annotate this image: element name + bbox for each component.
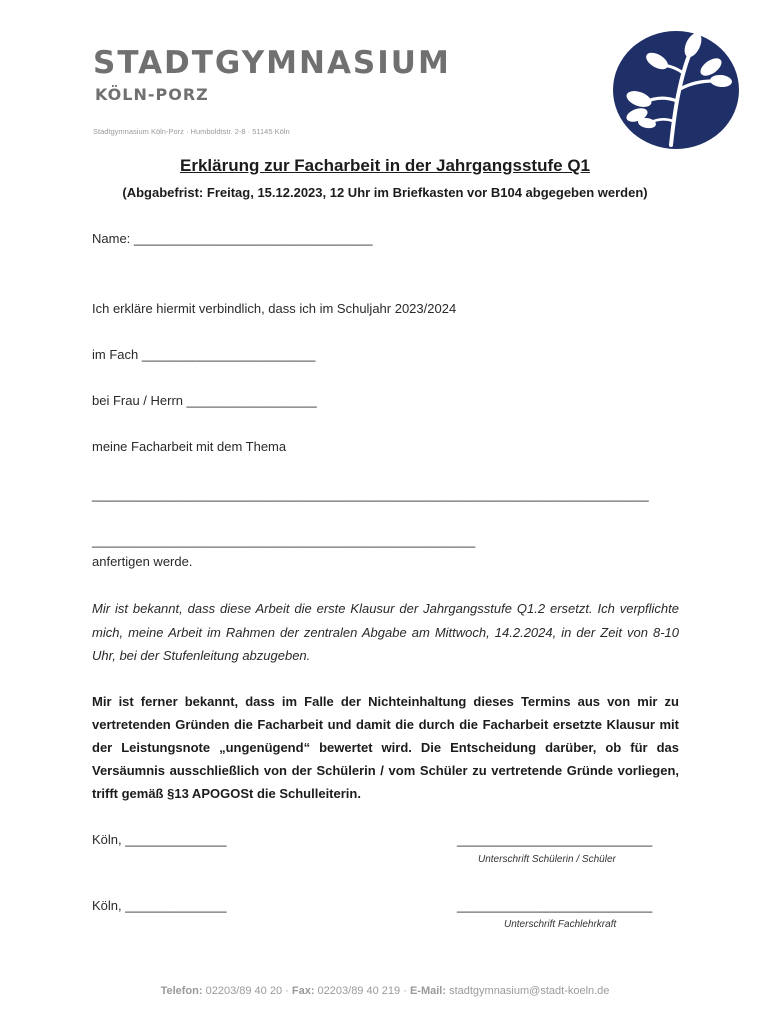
- teacher-field[interactable]: bei Frau / Herrn __________________: [92, 393, 317, 408]
- footer-separator: ·: [403, 985, 407, 997]
- leaf-branch-seal-icon: [613, 31, 739, 149]
- phone-number: 02203/89 40 20: [205, 985, 283, 997]
- topic-intro: meine Facharbeit mit dem Thema: [92, 439, 287, 454]
- teacher-signature-caption: Unterschrift Fachlehrkraft: [504, 919, 617, 930]
- email-label: E-Mail:: [409, 985, 446, 997]
- phone-label: Telefon:: [160, 985, 203, 997]
- teacher-place-date-field[interactable]: Köln, ______________: [92, 898, 227, 913]
- fax-number: 02203/89 40 219: [317, 985, 401, 997]
- school-name: STADTGYMNASIUM: [93, 45, 451, 81]
- address-line: Stadtgymnasium Köln-Porz · Humboldtstr. 2-8 · 51145 Köln: [93, 127, 290, 136]
- student-signature-field[interactable]: ___________________________: [457, 832, 653, 847]
- document-title: Erklärung zur Facharbeit in der Jahrgangsstufe Q1: [180, 156, 590, 175]
- student-place-date-field[interactable]: Köln, ______________: [92, 832, 227, 847]
- footer-contact: [0, 985, 770, 997]
- fax-label: Fax:: [291, 985, 315, 997]
- deadline-note: (Abgabefrist: Freitag, 15.12.2023, 12 Uhr im Briefkasten vor B104 abgegeben werden): [122, 185, 648, 200]
- closing-text: anfertigen werde.: [92, 554, 193, 569]
- notice-bold-paragraph: Mir ist ferner bekannt, dass im Falle der Nichteinhaltung dieses Termins aus von mir zu vertretenden Gründen die Facharbeit und damit die durch die Facharbeit ersetzte Klausur mit der Leistungsnote „ungenügend“ bewertet wird. Die Entscheidung darüber, ob für das Versäumnis ausschließlich von der Schülerin / vom Schüler zu vertretende Gründe vorliegen, trifft gemäß §13 APOGOSt die Schulleiterin.: [92, 694, 679, 801]
- notice-italic-paragraph: Mir ist bekannt, dass diese Arbeit die erste Klausur der Jahrgangsstufe Q1.2 ersetzt. Ich verpflichte mich, meine Arbeit im Rahmen der zentralen Abgabe am Mittwoch, 14.2.2024, in der Zeit von 8-10 Uhr, bei der Stufenleitung abzugeben.: [92, 601, 679, 663]
- declaration-text: Ich erkläre hiermit verbindlich, dass ich im Schuljahr 2023/2024: [92, 301, 457, 316]
- email-link[interactable]: stadtgymnasium@stadt-koeln.de: [449, 985, 610, 997]
- student-signature-caption: Unterschrift Schülerin / Schüler: [478, 854, 616, 865]
- name-field[interactable]: Name: _________________________________: [92, 231, 373, 246]
- school-location: KÖLN-PORZ: [95, 85, 209, 104]
- footer-separator: ·: [285, 985, 289, 997]
- topic-field-line-1[interactable]: _____________________________________________________________________________: [92, 487, 649, 502]
- teacher-signature-field[interactable]: ___________________________: [457, 898, 653, 913]
- topic-field-line-2[interactable]: _____________________________________________________: [92, 533, 476, 548]
- subject-field[interactable]: im Fach ________________________: [92, 347, 316, 362]
